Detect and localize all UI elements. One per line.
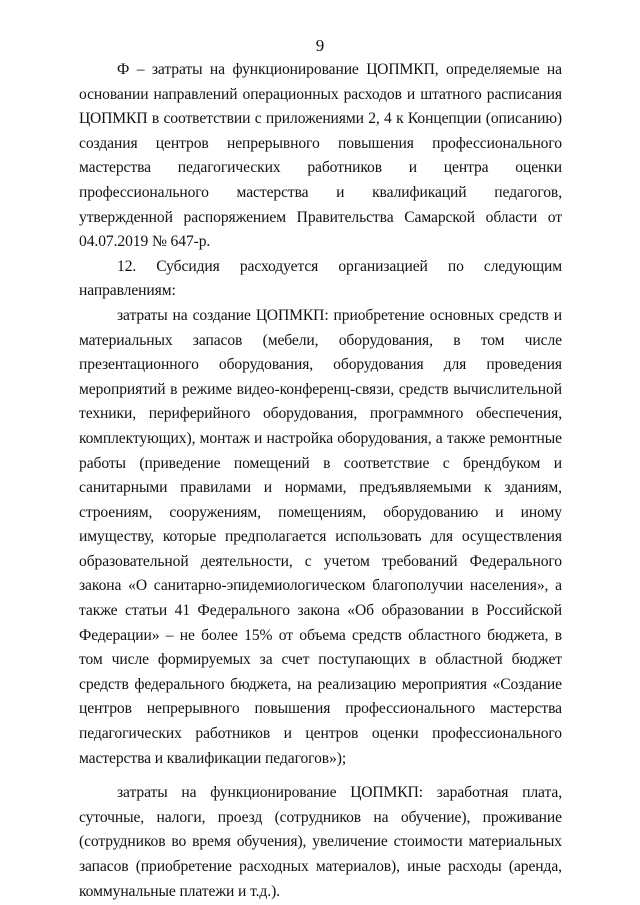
document-body: [79, 58, 562, 904]
page-number: 9: [315, 36, 325, 55]
paragraph-operation-costs: затраты на функционирование ЦОПМКП: заработная плата, суточные, налоги, проезд (сотрудников на обучение), проживание (сотрудников во время обучения), увеличение стоимости материальных запасов (приобретение расходных материалов), иные расходы (аренда, коммунальные платежи и т.д.).: [79, 784, 562, 900]
paragraph-creation-costs: затраты на создание ЦОПМКП: приобретение основных средств и материальных запасов (мебели, оборудования, в том числе презентационного оборудования, оборудования для проведения мероприятий в режиме видео-конференц-связи, средств вычислительной техники, периферийного оборудования, программного обеспечения, комплектующих), монтаж и настройка оборудования, а также ремонтные работы (приведение помещений в соответствие с брендбуком и санитарными правилами и нормами, предъявляемыми к зданиям, строениям, сооружениям, помещениям, оборудованию и иному имуществу, которые предполагается использовать для осуществления образовательной деятельности, с учетом требований Федерального закона «О санитарно-эпидемиологическом благополучии населения», а также статьи 41 Федерального закона «Об образовании в Российской Федерации» – не более 15% от объема средств областного бюджета, в том числе формируемых за счет поступающих в областной бюджет средств федерального бюджета, на реализацию мероприятия «Создание центров непрерывного повышения профессионального мастерства педагогических работников и центров оценки профессионального мастерства и квалификации педагогов»);: [79, 306, 562, 767]
paragraph-funding-definition: Ф – затраты на функционирование ЦОПМКП, определяемые на основании направлений операционных расходов и штатного расписания ЦОПМКП в соответствии с приложениями 2, 4 к Концепции (описанию) создания центров непрерывного повышения профессионального мастерства педагогических работников и центра оценки профессионального мастерства и квалификаций педагогов, утвержденной распоряжением Правительства Самарской области от 04.07.2019 № 647-р.: [79, 61, 562, 251]
paragraph-subsidy-directions: 12. Субсидия расходуется организацией по следующим направлениям:: [79, 257, 562, 300]
